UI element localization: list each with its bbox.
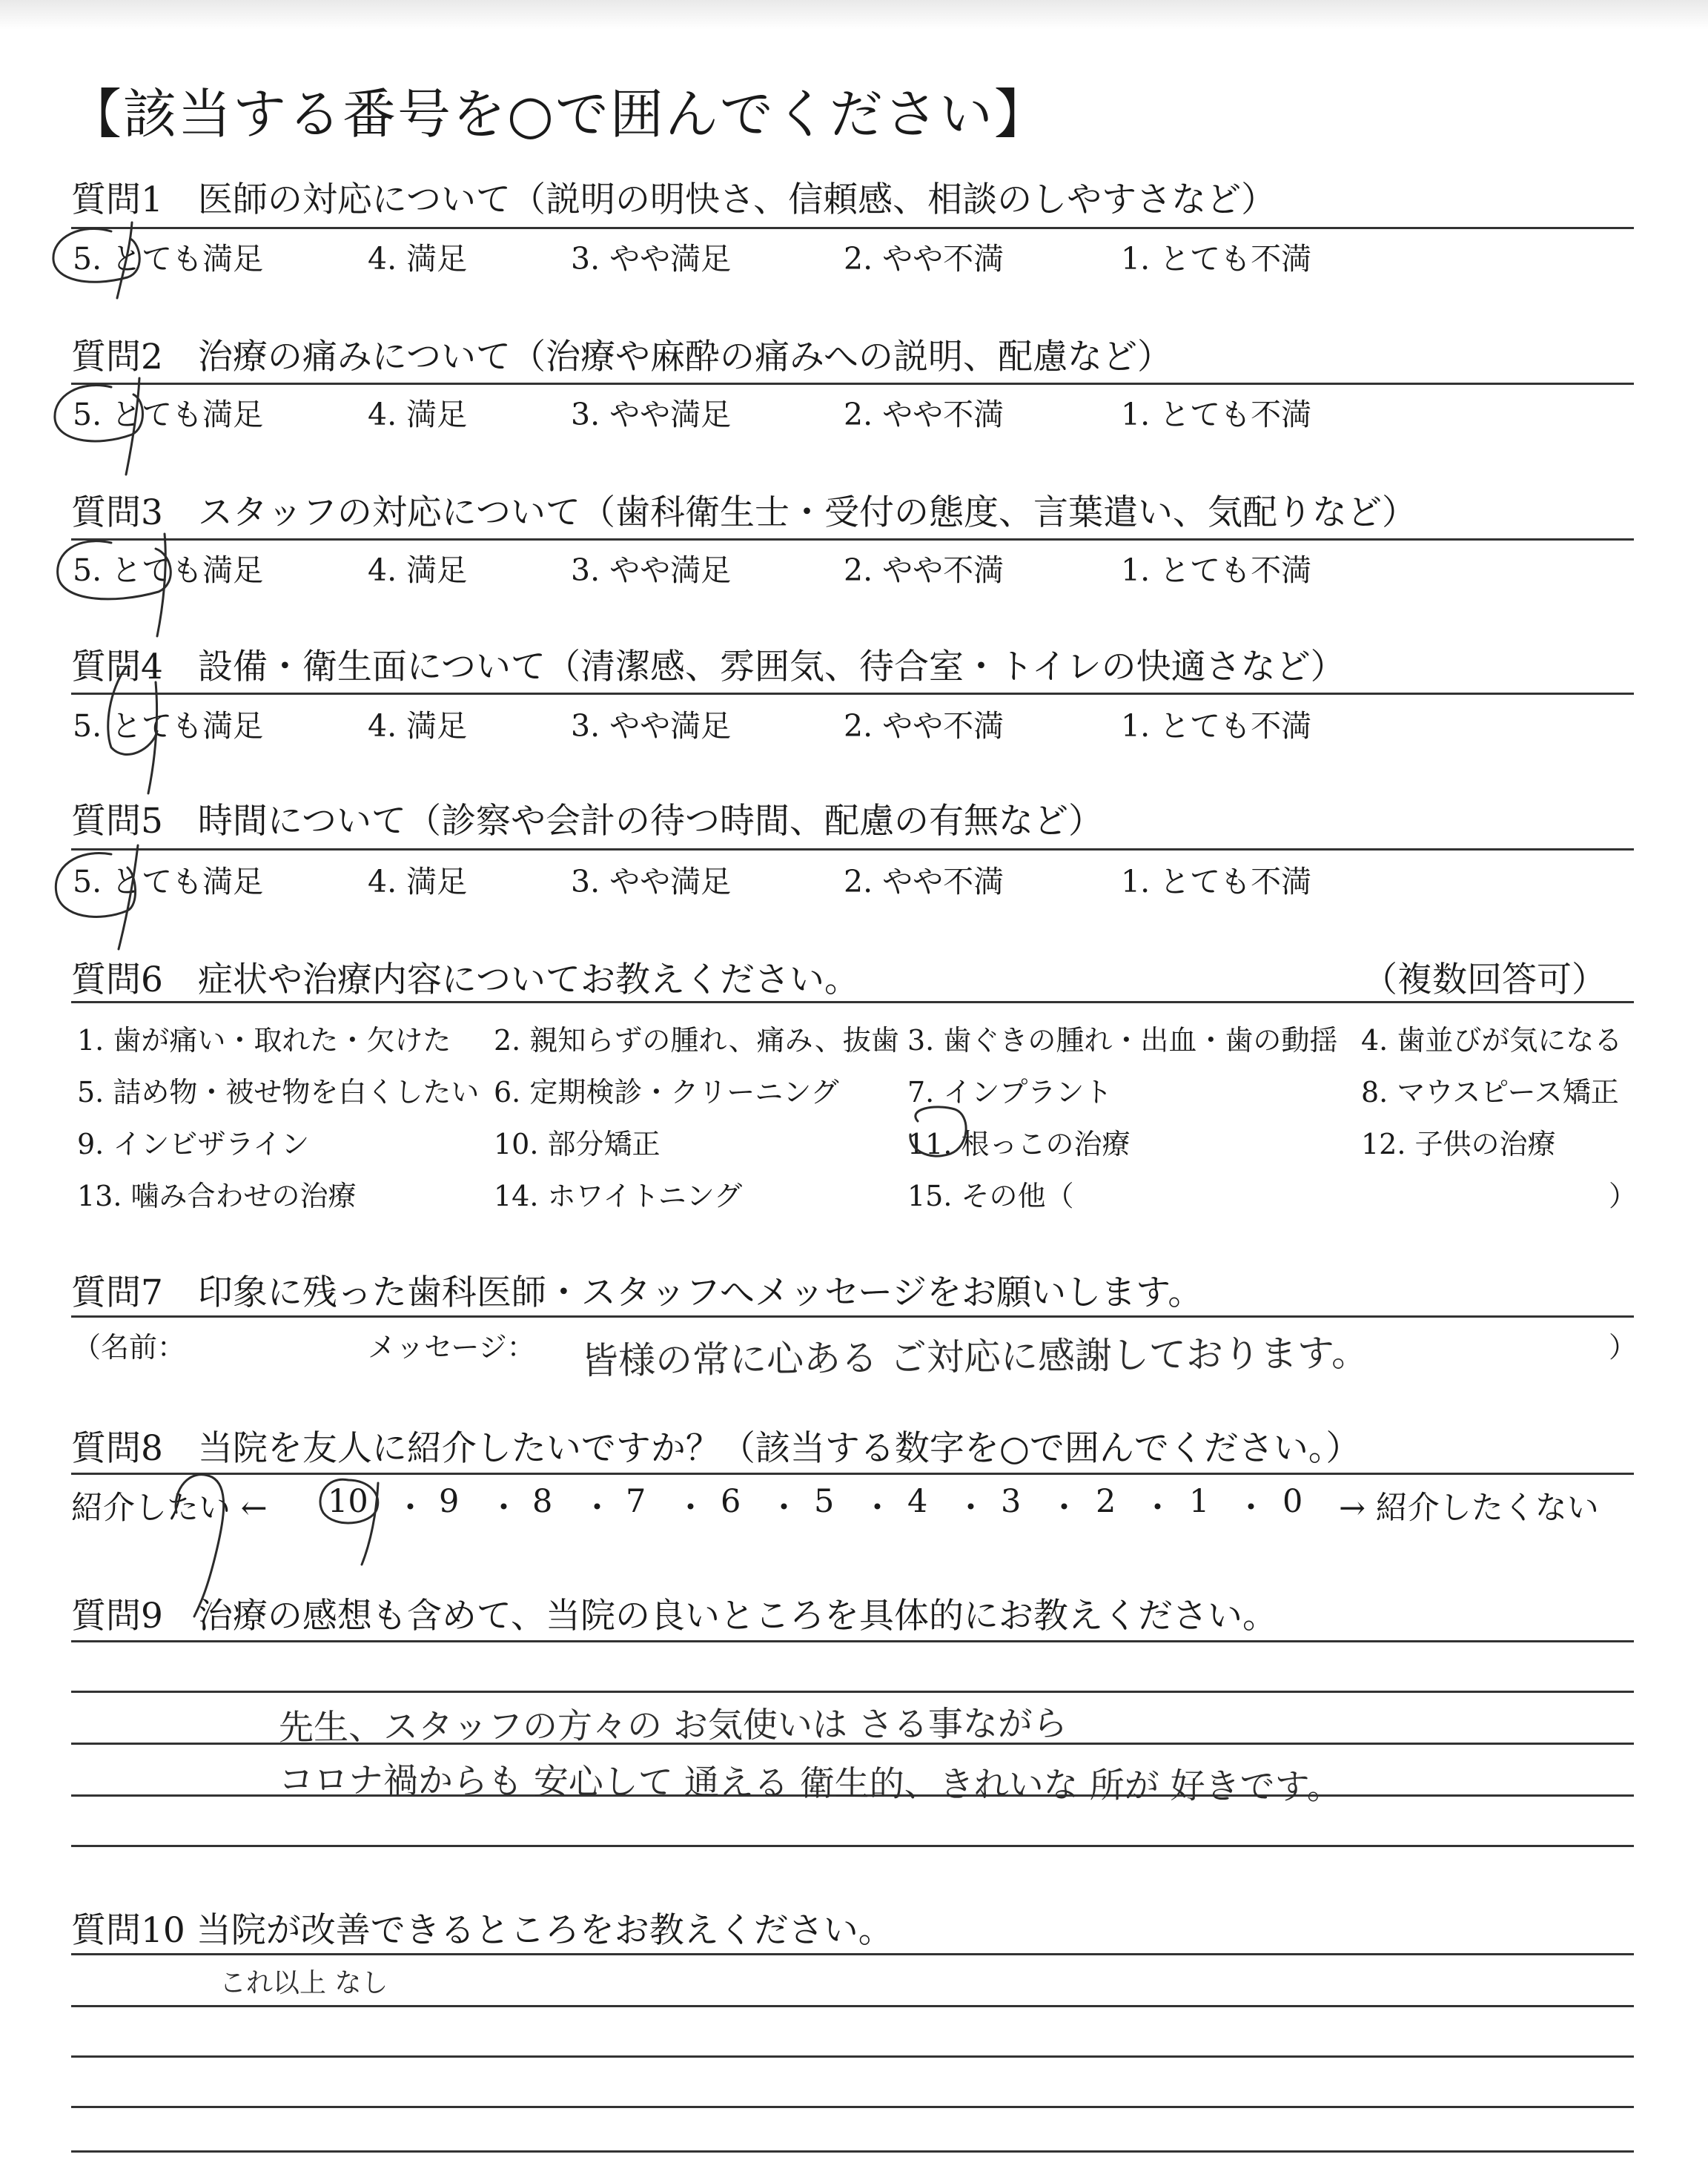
q10-rule-5: [71, 2150, 1634, 2153]
q4-rule: [71, 693, 1634, 695]
q8-scale-8[interactable]: 8: [532, 1483, 553, 1520]
q5-title: 質問5 時間について（診察や会計の待つ時間、配慮の有無など）: [71, 801, 1103, 842]
q9-title: 質問9 治療の感想も含めて、当院の良いところを具体的にお教えください。: [71, 1596, 1277, 1636]
q8-scale-4[interactable]: 4: [907, 1483, 928, 1520]
q1-option-3[interactable]: 3. やや満足: [571, 241, 732, 277]
q8-scale-2[interactable]: 2: [1096, 1483, 1116, 1520]
q10-rule-2: [71, 2005, 1634, 2007]
q4-option-4[interactable]: 4. 満足: [368, 708, 468, 744]
q8-dot: ・: [488, 1490, 520, 1527]
q7-name-label: （名前：: [73, 1331, 186, 1364]
form-heading: 【該当する番号を○で囲んでください】: [68, 83, 1049, 145]
q6-multiple-note: （複数回答可）: [1363, 960, 1606, 1000]
q6-rule: [71, 1001, 1634, 1003]
q3-title: 質問3 スタッフの対応について（歯科衛生士・受付の態度、言葉遣い、気配りなど）: [71, 492, 1417, 533]
q2-option-4[interactable]: 4. 満足: [368, 397, 468, 432]
q6-item-2[interactable]: 2. 親知らずの腫れ、痛み、抜歯: [494, 1024, 899, 1057]
q8-dot: ・: [1048, 1490, 1080, 1527]
q4-option-3[interactable]: 3. やや満足: [571, 708, 732, 744]
q8-title: 質問8 当院を友人に紹介したいですか？（該当する数字を○で囲んでください。）: [71, 1428, 1361, 1469]
q3-rule: [71, 538, 1634, 541]
q9-handwritten-line-1: 先生、スタッフの方々の お気使いは さる事ながら: [278, 1703, 1068, 1748]
q2-option-2[interactable]: 2. やや不満: [844, 397, 1004, 432]
q9-rule-5: [71, 1845, 1634, 1847]
q5-option-3[interactable]: 3. やや満足: [571, 864, 732, 899]
q2-option-3[interactable]: 3. やや満足: [571, 397, 732, 432]
q1-option-4[interactable]: 4. 満足: [368, 241, 468, 277]
q1-rule: [71, 227, 1634, 229]
q7-rule: [71, 1315, 1634, 1318]
q6-title: 質問6 症状や治療内容についてお教えください。: [71, 960, 859, 1000]
q1-title: 質問1 医師の対応について（説明の明快さ、信頼感、相談のしやすさなど）: [71, 179, 1277, 220]
q6-item-5[interactable]: 5. 詰め物・被せ物を白くしたい: [77, 1076, 480, 1109]
q1-option-2[interactable]: 2. やや不満: [844, 241, 1004, 277]
q8-dot: ・: [861, 1490, 893, 1527]
q6-item-9[interactable]: 9. インビザライン: [77, 1128, 310, 1160]
q6-item-13[interactable]: 13. 噛み合わせの治療: [77, 1180, 357, 1212]
q8-dot: ・: [955, 1490, 987, 1527]
q1-option-5[interactable]: 5. とても満足: [73, 241, 264, 277]
q8-scale-10[interactable]: 10: [328, 1483, 368, 1520]
q7-handwritten-message: 皆様の常に心ある ご対応に感謝しております。: [580, 1331, 1369, 1383]
q6-item-3[interactable]: 3. 歯ぐきの腫れ・出血・歯の動揺: [907, 1024, 1338, 1057]
q6-item-4[interactable]: 4. 歯並びが気になる: [1361, 1024, 1623, 1057]
q10-handwritten-answer: これ以上 なし: [219, 1968, 388, 1998]
q6-item-8[interactable]: 8. マウスピース矯正: [1361, 1076, 1619, 1109]
q2-option-5[interactable]: 5. とても満足: [73, 397, 264, 432]
q8-left-label: 紹介したい ←: [71, 1490, 268, 1527]
q4-title: 質問4 設備・衛生面について（清潔感、雰囲気、待合室・トイレの快適さなど）: [71, 647, 1345, 687]
q5-option-2[interactable]: 2. やや不満: [844, 864, 1004, 899]
q5-option-4[interactable]: 4. 満足: [368, 864, 468, 899]
q8-scale-5[interactable]: 5: [814, 1483, 835, 1520]
q8-dot: ・: [768, 1490, 800, 1527]
q9-rule-1: [71, 1640, 1634, 1642]
q4-option-5[interactable]: 5. とても満足: [73, 708, 264, 744]
q7-close-paren: ）: [1609, 1331, 1638, 1364]
q9-handwritten-line-2: コロナ禍からも 安心して 通える 衛生的、きれいな 所が 好きです。: [278, 1759, 1343, 1809]
q8-scale-1[interactable]: 1: [1189, 1483, 1210, 1520]
q8-dot: ・: [675, 1490, 706, 1527]
q8-scale-9[interactable]: 9: [439, 1483, 460, 1520]
q8-scale-0[interactable]: 0: [1282, 1483, 1303, 1520]
q5-rule: [71, 848, 1634, 851]
q8-dot: ・: [1142, 1490, 1174, 1527]
q3-option-1[interactable]: 1. とても不満: [1121, 552, 1312, 588]
q8-dot: ・: [1235, 1490, 1267, 1527]
q3-option-3[interactable]: 3. やや満足: [571, 552, 732, 588]
q6-item-7[interactable]: 7. インプラント: [907, 1076, 1113, 1109]
q7-title: 質問7 印象に残った歯科医師・スタッフへメッセージをお願いします。: [71, 1272, 1203, 1313]
q6-other-close-paren: ）: [1609, 1180, 1638, 1212]
q3-option-4[interactable]: 4. 満足: [368, 552, 468, 588]
q6-item-14[interactable]: 14. ホワイトニング: [494, 1180, 743, 1212]
q10-rule-1: [71, 1953, 1634, 1955]
q3-option-2[interactable]: 2. やや不満: [844, 552, 1004, 588]
q2-rule: [71, 383, 1634, 385]
q2-title: 質問2 治療の痛みについて（治療や麻酔の痛みへの説明、配慮など）: [71, 337, 1173, 377]
q6-item-12[interactable]: 12. 子供の治療: [1361, 1128, 1556, 1160]
q8-scale-3[interactable]: 3: [1001, 1483, 1022, 1520]
q2-option-1[interactable]: 1. とても不満: [1121, 397, 1312, 432]
q8-dot: ・: [581, 1490, 613, 1527]
q8-scale-6[interactable]: 6: [721, 1483, 741, 1520]
q6-item-1[interactable]: 1. 歯が痛い・取れた・欠けた: [77, 1024, 451, 1057]
q7-message-label: メッセージ：: [368, 1331, 535, 1364]
q8-rule: [71, 1473, 1634, 1475]
q3-option-5[interactable]: 5. とても満足: [73, 552, 264, 588]
q4-option-1[interactable]: 1. とても不満: [1121, 708, 1312, 744]
q6-item-15[interactable]: 15. その他（: [907, 1180, 1074, 1212]
q10-rule-3: [71, 2055, 1634, 2058]
q6-item-6[interactable]: 6. 定期検診・クリーニング: [494, 1076, 839, 1109]
q8-right-label: → 紹介したくない: [1339, 1490, 1599, 1527]
q4-option-2[interactable]: 2. やや不満: [844, 708, 1004, 744]
q9-rule-2: [71, 1691, 1634, 1693]
q5-option-5[interactable]: 5. とても満足: [73, 864, 264, 899]
q10-title: 質問10 当院が改善できるところをお教えください。: [71, 1910, 893, 1951]
scan-top-band: [0, 0, 1708, 30]
q8-dot: ・: [394, 1490, 426, 1527]
q6-item-10[interactable]: 10. 部分矯正: [494, 1128, 661, 1160]
q10-rule-4: [71, 2106, 1634, 2108]
q1-option-1[interactable]: 1. とても不満: [1121, 241, 1312, 277]
q6-item-11[interactable]: 11. 根っこの治療: [907, 1128, 1131, 1160]
q5-option-1[interactable]: 1. とても不満: [1121, 864, 1312, 899]
q8-scale-7[interactable]: 7: [626, 1483, 646, 1520]
